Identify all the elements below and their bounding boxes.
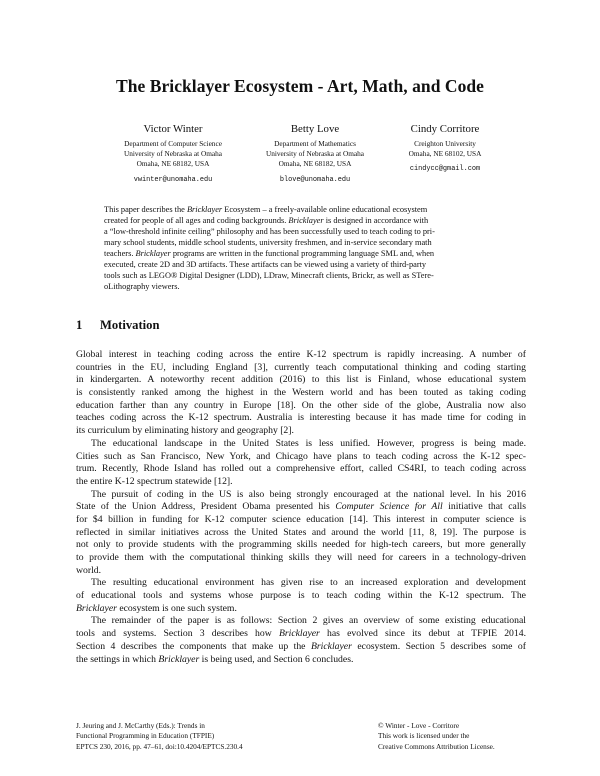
body-emphasis: Bricklayer — [158, 653, 200, 665]
author-address: Omaha, NE 68102, USA — [408, 149, 482, 159]
abstract-line: tools such as LEGO® Digital Designer (LDD), LDraw, Minecraft clients, Brickr, as well as STere- — [104, 270, 434, 280]
abstract-line: oLithography viewers. — [104, 281, 180, 291]
author-email: blove@unomaha.edu — [279, 175, 351, 184]
body-text: ecosystem is one such system. — [116, 602, 237, 614]
footer-line: EPTCS 230, 2016, pp. 47–61, doi:10.4204/EPTCS.230.4 — [76, 741, 243, 751]
author-name: Betty Love — [290, 123, 340, 135]
footer-line: This work is licensed under the — [378, 731, 470, 741]
author-affiliation: University of Nebraska at Omaha — [123, 149, 223, 159]
abstract-line: executed, create 2D and 3D artifacts. These artifacts can be viewed using a variety of third-party — [104, 259, 427, 269]
body-line — [76, 654, 526, 667]
author-affiliation: Department of Mathematics — [274, 139, 356, 148]
body-line: to provide them with the computational thinking skills they will need for careers in a technology-driven — [76, 552, 526, 563]
body-line: Global interest in teaching coding across the entire K-12 spectrum is rapidly increasing. A number of — [76, 349, 526, 360]
abstract-emphasis: Bricklayer — [288, 215, 324, 225]
body-text: State of the Union Address, President Obama presented his — [76, 501, 336, 513]
body-text: has evolved since its debut at TFPIE 2014. — [319, 628, 526, 640]
body-line: in kindergarten. A noteworthy recent addition (2016) to this list is Finland, whose educational system — [76, 374, 526, 386]
body-line: countries in the EU, including England [3], currently teach computational thinking and coding starting — [76, 361, 526, 373]
footer-line: © Winter - Love - Corritore — [378, 721, 460, 730]
abstract-line: created for people of all ages and coding backgrounds. Bricklayer is designed in accordance with — [104, 215, 429, 225]
footer-line: Functional Programming in Education (TFPIE) — [76, 731, 215, 741]
footer-citation — [76, 721, 243, 752]
body-text: Section 4 describes the components that make up the — [76, 640, 311, 652]
section-heading-motivation — [76, 318, 159, 333]
body-text: ecosystem. Section 5 describes some of — [351, 640, 526, 652]
body-line — [76, 603, 526, 616]
author-affiliation: University of Nebraska at Omaha — [265, 149, 365, 159]
body-emphasis: Computer Science for All — [335, 501, 443, 513]
body-line — [76, 628, 526, 641]
body-line: world. — [76, 564, 102, 576]
body-line: The educational landscape in the United States is less unified. However, progress is being made. — [91, 437, 526, 449]
author-affiliation: Creighton University — [414, 139, 476, 148]
section-body — [76, 349, 526, 666]
section-number: 1 — [76, 318, 83, 332]
body-line: not only to provide students with the programming skills needed for high-tech careers, but more generally — [76, 539, 526, 551]
author-email: cindycc@gmail.com — [409, 165, 481, 174]
body-text: is being used, and Section 6 concludes. — [199, 653, 354, 665]
footer-line: Creative Commons Attribution License. — [378, 741, 495, 751]
abstract-line: This paper describes the Bricklayer Ecosystem – a freely-available online educational ecosystem — [104, 205, 428, 214]
body-text: initiative that calls — [442, 501, 526, 513]
body-line — [76, 501, 526, 514]
section-title: Motivation — [100, 318, 160, 332]
body-line: its curriculum by eliminating history and geography [2]. — [76, 425, 294, 437]
author-block-love — [240, 123, 390, 185]
body-line: is consistently ranked among the highest in the Western world and has been touted as taking coding — [76, 387, 526, 399]
body-line: teaches coding across the K-12 spectrum. Australia is interesting because it has made time for coding in — [76, 412, 526, 424]
author-block-corritore — [370, 123, 520, 175]
body-line: The resulting educational environment has given rise to an increased exploration and development — [91, 577, 526, 589]
footer-license — [378, 721, 495, 752]
body-emphasis: Bricklayer — [310, 640, 352, 652]
abstract-line: a “low-threshold infinite ceiling” philosophy and has been successfully used to teach coding to pri- — [104, 226, 435, 236]
author-address: Omaha, NE 68182, USA — [278, 159, 352, 169]
body-emphasis: Bricklayer — [76, 602, 117, 614]
abstract-line: teachers. Bricklayer programs are written in the functional programming language SML and, when — [104, 248, 435, 258]
body-line: the entire K-12 spectrum statewide [12]. — [76, 475, 233, 487]
abstract-emphasis: Bricklayer — [186, 205, 223, 214]
body-line: for $4 billion in funding for K-12 computer science education [14]. This interest in computer science is — [76, 513, 526, 525]
author-email: vwinter@unomaha.edu — [133, 175, 213, 184]
paper-title: The Bricklayer Ecosystem - Art, Math, and Code — [116, 76, 484, 96]
body-line: The remainder of the paper is as follows: Section 2 gives an overview of some existing educational — [91, 615, 526, 627]
body-line: education farther than any country in Europe [18]. On the other side of the globe, Australia now also — [76, 399, 526, 411]
abstract-emphasis: Bricklayer — [135, 248, 171, 258]
author-name: Cindy Corritore — [410, 123, 480, 135]
body-text: the settings in which — [76, 653, 159, 665]
body-line: The pursuit of coding in the US is also being strongly encouraged at the national level. In his 2016 — [91, 488, 526, 500]
author-address: Omaha, NE 68182, USA — [136, 159, 210, 169]
body-line: of educational tools and systems whose purpose is to teach coding within the K-12 spectrum. The — [76, 590, 526, 602]
author-affiliation: Department of Computer Science — [124, 139, 222, 148]
body-line: Cities such as San Francisco, New York, and Chicago have plans to teach coding across the K-12 spec- — [76, 450, 526, 462]
abstract-line: mary school students, middle school students, university freshmen, and in-service secondary math — [104, 237, 432, 247]
footer-line: J. Jeuring and J. McCarthy (Eds.): Trends in — [76, 721, 205, 730]
abstract — [104, 205, 496, 293]
body-emphasis: Bricklayer — [278, 628, 320, 640]
author-block-winter — [98, 123, 248, 185]
body-line: reflected in similar initiatives across the United States and around the world [11, 8, 19]. The purpose is — [76, 526, 526, 538]
body-line — [76, 641, 526, 654]
body-line: trum. Recently, Rhode Island has rolled out a comprehensive effort, called CS4RI, to teach coding across — [76, 463, 526, 475]
author-name: Victor Winter — [143, 123, 203, 135]
body-text: tools and systems. Section 3 describes how — [76, 628, 279, 640]
